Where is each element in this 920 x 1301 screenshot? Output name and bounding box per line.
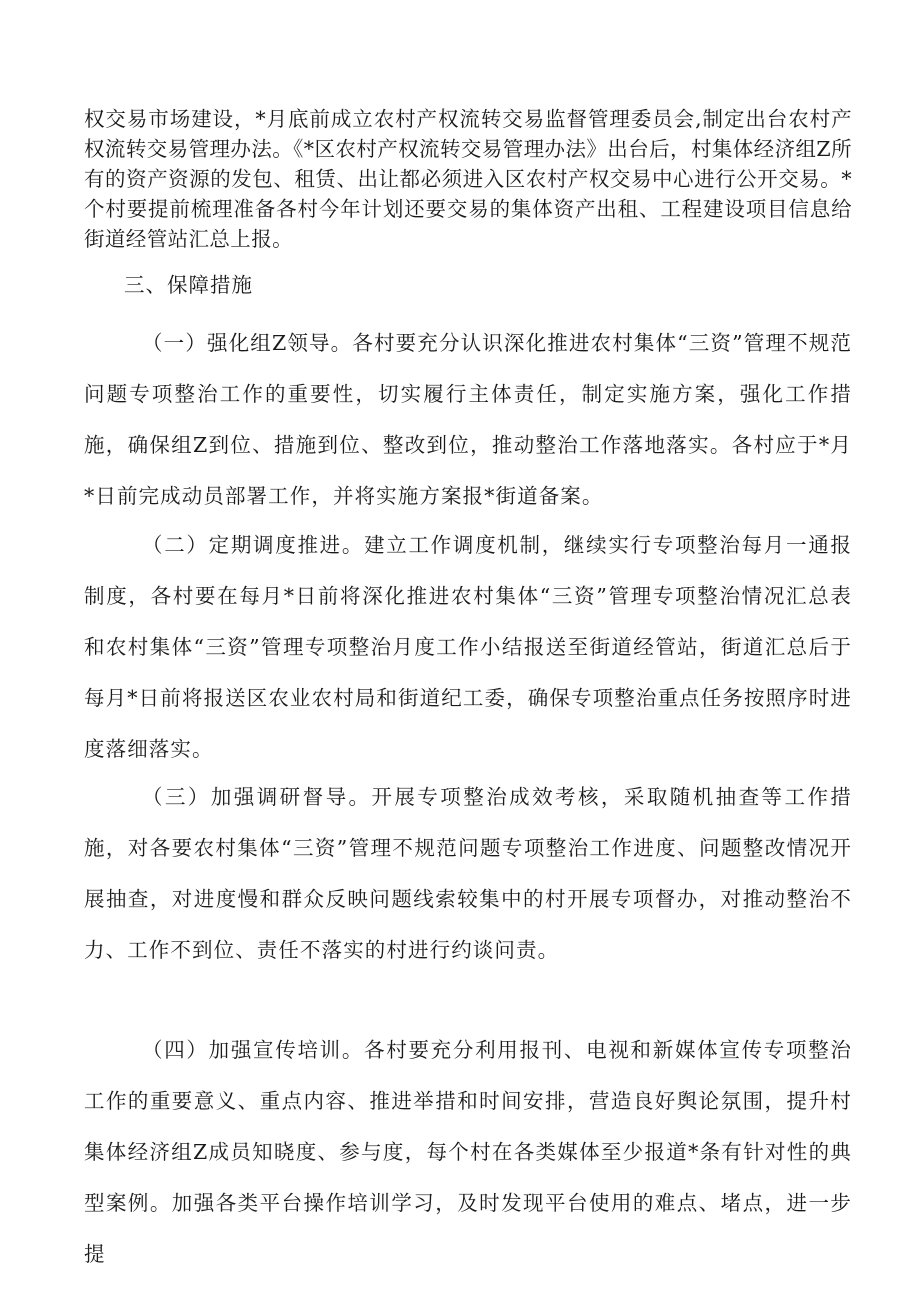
paragraph-publicity: （四）加强宣传培训。各村要充分利用报刊、电视和新媒体宣传专项整治工作的重要意义、重点内容、推进举措和时间安排，营造良好舆论氛围，提升村集体经济组Z成员知晓度、参与度，每个村在各类媒体至少报道*条有针对性的典型案例。加强各类平台操作培训学习，及时发现平台使用的难点、堵点，进一步提 xyxy=(84,1038,852,1266)
section-heading: 三、保障措施 xyxy=(124,273,253,297)
paragraph-supervision: （三）加强调研督导。开展专项整治成效考核，采取随机抽查等工作措施，对各要农村集体“三资”管理不规范问题专项整治工作进度、问题整改情况开展抽查，对进度慢和群众反映问题线索较集中的村开展专项督办，对推动整治不力、工作不到位、责任不落实的村进行约谈问责。 xyxy=(84,785,852,962)
intro-paragraph: 权交易市场建设，*月底前成立农村产权流转交易监督管理委员会,制定出台农村产权流转交易管理办法。《*区农村产权流转交易管理办法》出台后，村集体经济组Z所有的资产资源的发包、租赁、出让都必须进入区农村产权交易中心进行公开交易。*个村要提前梳理准备各村今年计划还要交易的集体资产出租、工程建设项目信息给街道经管站汇总上报。 xyxy=(84,107,852,251)
paragraph-leadership: （一）强化组Z领导。各村要充分认识深化推进农村集体“三资”管理不规范问题专项整治工作的重要性，切实履行主体责任，制定实施方案，强化工作措施，确保组Z到位、措施到位、整改到位，推动整治工作落地落实。各村应于*月*日前完成动员部署工作，并将实施方案报*街道备案。 xyxy=(84,331,852,508)
paragraph-scheduling: （二）定期调度推进。建立工作调度机制，继续实行专项整治每月一通报制度，各村要在每月*日前将深化推进农村集体“三资”管理专项整治情况汇总表和农村集体“三资”管理专项整治月度工作小结报送至街道经管站，街道汇总后于每月*日前将报送区农业农村局和街道纪工委，确保专项整治重点任务按照序时进度落细落实。 xyxy=(84,533,852,761)
